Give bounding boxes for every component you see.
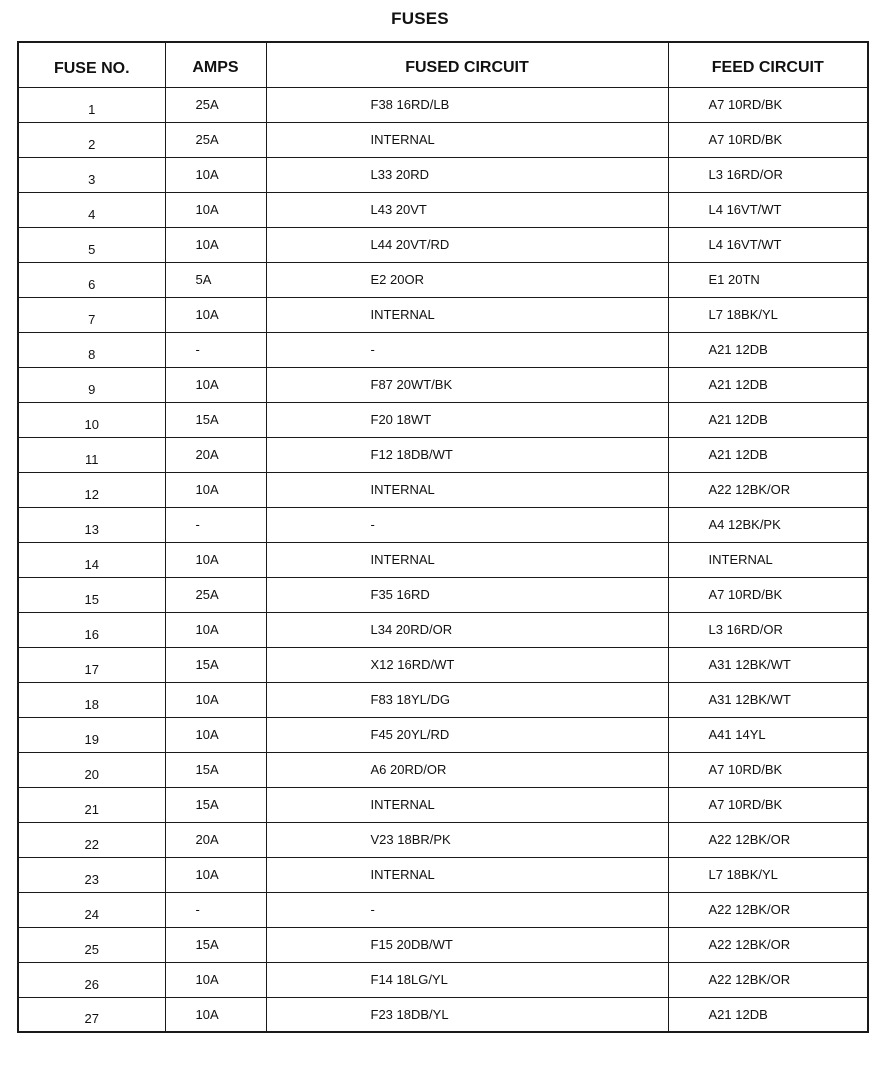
fuse-amps-cell: 10A — [165, 227, 266, 262]
feed-circuit-cell: A31 12BK/WT — [668, 682, 868, 717]
fuse-amps-cell: 10A — [165, 472, 266, 507]
feed-circuit-cell: A22 12BK/OR — [668, 892, 868, 927]
feed-circuit-cell: A22 12BK/OR — [668, 927, 868, 962]
fuse-number-cell: 17 — [18, 647, 165, 682]
table-row — [18, 157, 868, 192]
header-feed-circuit: FEED CIRCUIT — [668, 42, 868, 87]
table-row — [18, 192, 868, 227]
fused-circuit-cell: - — [266, 507, 668, 542]
page-title: FUSES — [391, 9, 449, 28]
table-row — [18, 507, 868, 542]
table-row — [18, 857, 868, 892]
feed-circuit-cell: A22 12BK/OR — [668, 472, 868, 507]
feed-circuit-cell: A7 10RD/BK — [668, 87, 868, 122]
header-fuse-no: FUSE NO. — [18, 42, 165, 87]
table-body — [18, 87, 868, 1032]
table-row — [18, 332, 868, 367]
table-row — [18, 752, 868, 787]
fused-circuit-cell: X12 16RD/WT — [266, 647, 668, 682]
feed-circuit-cell: A7 10RD/BK — [668, 787, 868, 822]
fused-circuit-cell: INTERNAL — [266, 787, 668, 822]
feed-circuit-cell: L4 16VT/WT — [668, 227, 868, 262]
table-row — [18, 822, 868, 857]
fuse-amps-cell: 15A — [165, 927, 266, 962]
table-row — [18, 997, 868, 1032]
table-row — [18, 402, 868, 437]
feed-circuit-cell: L7 18BK/YL — [668, 297, 868, 332]
fuse-amps-cell: 5A — [165, 262, 266, 297]
table-row — [18, 297, 868, 332]
feed-circuit-cell: A21 12DB — [668, 437, 868, 472]
fused-circuit-cell: L33 20RD — [266, 157, 668, 192]
fuse-number-cell: 27 — [18, 997, 165, 1032]
fuse-number-cell: 5 — [18, 227, 165, 262]
feed-circuit-cell: L3 16RD/OR — [668, 157, 868, 192]
fuse-number-cell: 10 — [18, 402, 165, 437]
fuse-number-cell: 22 — [18, 822, 165, 857]
fused-circuit-cell: F83 18YL/DG — [266, 682, 668, 717]
fuse-amps-cell: - — [165, 332, 266, 367]
table-row — [18, 647, 868, 682]
fuse-number-cell: 16 — [18, 612, 165, 647]
fuse-number-cell: 4 — [18, 192, 165, 227]
fused-circuit-cell: F87 20WT/BK — [266, 367, 668, 402]
table-row — [18, 262, 868, 297]
feed-circuit-cell: L7 18BK/YL — [668, 857, 868, 892]
table-row — [18, 122, 868, 157]
fused-circuit-cell: F23 18DB/YL — [266, 997, 668, 1032]
table-row — [18, 962, 868, 997]
fused-circuit-cell: F38 16RD/LB — [266, 87, 668, 122]
feed-circuit-cell: A22 12BK/OR — [668, 822, 868, 857]
fuse-number-cell: 8 — [18, 332, 165, 367]
fused-circuit-cell: F15 20DB/WT — [266, 927, 668, 962]
fuse-number-cell: 6 — [18, 262, 165, 297]
fuse-amps-cell: 20A — [165, 437, 266, 472]
fuse-amps-cell: 10A — [165, 857, 266, 892]
table-row — [18, 542, 868, 577]
fused-circuit-cell: F35 16RD — [266, 577, 668, 612]
table-row — [18, 787, 868, 822]
fuse-number-cell: 1 — [18, 87, 165, 122]
table-row — [18, 927, 868, 962]
feed-circuit-cell: L4 16VT/WT — [668, 192, 868, 227]
fused-circuit-cell: INTERNAL — [266, 857, 668, 892]
fused-circuit-cell: F14 18LG/YL — [266, 962, 668, 997]
fused-circuit-cell: - — [266, 892, 668, 927]
fuse-amps-cell: - — [165, 507, 266, 542]
fuse-number-cell: 13 — [18, 507, 165, 542]
fuse-number-cell: 3 — [18, 157, 165, 192]
table-row — [18, 437, 868, 472]
header-fused-circuit: FUSED CIRCUIT — [266, 42, 668, 87]
table-row — [18, 682, 868, 717]
fused-circuit-cell: E2 20OR — [266, 262, 668, 297]
fuse-number-cell: 14 — [18, 542, 165, 577]
fuse-amps-cell: 10A — [165, 542, 266, 577]
fuse-amps-cell: 15A — [165, 752, 266, 787]
fuse-number-cell: 15 — [18, 577, 165, 612]
fuse-amps-cell: 10A — [165, 297, 266, 332]
table-header-row — [18, 42, 868, 87]
fused-circuit-cell: L44 20VT/RD — [266, 227, 668, 262]
fused-circuit-cell: F45 20YL/RD — [266, 717, 668, 752]
table-row — [18, 87, 868, 122]
fuse-number-cell: 25 — [18, 927, 165, 962]
fused-circuit-cell: A6 20RD/OR — [266, 752, 668, 787]
table-row — [18, 717, 868, 752]
fuse-number-cell: 18 — [18, 682, 165, 717]
feed-circuit-cell: A41 14YL — [668, 717, 868, 752]
fused-circuit-cell: - — [266, 332, 668, 367]
feed-circuit-cell: E1 20TN — [668, 262, 868, 297]
fuse-amps-cell: 25A — [165, 577, 266, 612]
table-row — [18, 227, 868, 262]
fuse-amps-cell: 25A — [165, 87, 266, 122]
feed-circuit-cell: L3 16RD/OR — [668, 612, 868, 647]
fuse-amps-cell: 20A — [165, 822, 266, 857]
fuse-amps-cell: 10A — [165, 962, 266, 997]
fused-circuit-cell: L43 20VT — [266, 192, 668, 227]
table-row — [18, 892, 868, 927]
table-row — [18, 612, 868, 647]
feed-circuit-cell: A7 10RD/BK — [668, 122, 868, 157]
fuse-amps-cell: 10A — [165, 367, 266, 402]
fuse-number-cell: 20 — [18, 752, 165, 787]
fuse-table — [17, 41, 869, 1033]
fuse-amps-cell: 10A — [165, 612, 266, 647]
fuse-number-cell: 11 — [18, 437, 165, 472]
fuse-amps-cell: 15A — [165, 787, 266, 822]
fused-circuit-cell: INTERNAL — [266, 297, 668, 332]
fuse-number-cell: 12 — [18, 472, 165, 507]
table-row — [18, 472, 868, 507]
fuse-number-cell: 7 — [18, 297, 165, 332]
fuse-number-cell: 21 — [18, 787, 165, 822]
fuse-amps-cell: - — [165, 892, 266, 927]
fused-circuit-cell: INTERNAL — [266, 122, 668, 157]
fuse-amps-cell: 10A — [165, 157, 266, 192]
fuse-amps-cell: 10A — [165, 717, 266, 752]
feed-circuit-cell: A21 12DB — [668, 402, 868, 437]
fuse-number-cell: 23 — [18, 857, 165, 892]
fused-circuit-cell: F12 18DB/WT — [266, 437, 668, 472]
feed-circuit-cell: A31 12BK/WT — [668, 647, 868, 682]
header-amps: AMPS — [165, 42, 266, 87]
table-row — [18, 577, 868, 612]
fuse-number-cell: 19 — [18, 717, 165, 752]
fused-circuit-cell: F20 18WT — [266, 402, 668, 437]
fuse-number-cell: 2 — [18, 122, 165, 157]
feed-circuit-cell: A21 12DB — [668, 332, 868, 367]
feed-circuit-cell: A21 12DB — [668, 367, 868, 402]
feed-circuit-cell: A4 12BK/PK — [668, 507, 868, 542]
fuse-amps-cell: 10A — [165, 682, 266, 717]
fused-circuit-cell: L34 20RD/OR — [266, 612, 668, 647]
fuse-number-cell: 26 — [18, 962, 165, 997]
fuse-amps-cell: 15A — [165, 647, 266, 682]
fuse-amps-cell: 25A — [165, 122, 266, 157]
feed-circuit-cell: A7 10RD/BK — [668, 577, 868, 612]
table-row — [18, 367, 868, 402]
feed-circuit-cell: INTERNAL — [668, 542, 868, 577]
fuse-amps-cell: 10A — [165, 192, 266, 227]
feed-circuit-cell: A22 12BK/OR — [668, 962, 868, 997]
fused-circuit-cell: INTERNAL — [266, 472, 668, 507]
fuse-number-cell: 24 — [18, 892, 165, 927]
fused-circuit-cell: V23 18BR/PK — [266, 822, 668, 857]
feed-circuit-cell: A7 10RD/BK — [668, 752, 868, 787]
feed-circuit-cell: A21 12DB — [668, 997, 868, 1032]
fuse-number-cell: 9 — [18, 367, 165, 402]
fused-circuit-cell: INTERNAL — [266, 542, 668, 577]
fuse-amps-cell: 10A — [165, 997, 266, 1032]
fuse-amps-cell: 15A — [165, 402, 266, 437]
